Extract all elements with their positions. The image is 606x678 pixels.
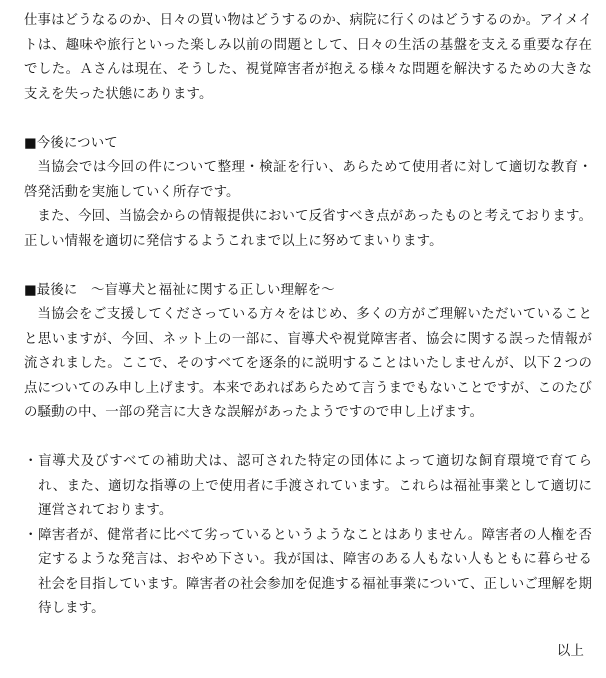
section-gap — [24, 426, 592, 451]
document-body — [24, 9, 592, 664]
bullet-text: 障害者が、健常者に比べて劣っているというようなことはありません。障害者の人権を否定するような発言は、おやめ下さい。我が国は、障害のある人もない人もともに暮らせる社会を目指しています。障害者の社会参加を促進する福祉事業について、正しいご理解を期待します。 — [38, 527, 592, 616]
bullet-item-2 — [24, 524, 592, 622]
final-paragraph: 当協会をご支援してくださっている方々をはじめ、多くの方がご理解いただいていることと思いますが、今回、ネット上の一部に、盲導犬や視覚障害者、協会に関する誤った情報が流されました。ここで、そのすべてを逐条的に説明することはいたしませんが、以下２つの点についてのみ申し上げます。本来であればあらためて言うまでもないことですが、このたびの騒動の中、一部の発言に大きな誤解があったようですので申し上げます。 — [24, 307, 592, 420]
section-gap — [24, 254, 592, 279]
bullet-mark: ・ — [24, 454, 38, 469]
bullet-item-1 — [24, 450, 592, 524]
final-heading: ■最後に ～盲導犬と福祉に関する正しい理解を～ — [24, 282, 335, 298]
future-heading: ■今後について — [24, 135, 118, 151]
intro-paragraph: 仕事はどうなるのか、日々の買い物はどうするのか、病院に行くのはどうするのか。アイメイトは、趣味や旅行といった楽しみ以前の問題として、日々の生活の基盤を支える重要な存在でした。Ａさんは現在、そうした、視覚障害者が抱える様々な問題を解決するための大きな支えを失った状態にあります。 — [24, 13, 592, 102]
section-gap — [24, 107, 592, 132]
closing-mark: 以上 — [556, 643, 584, 659]
bullet-mark: ・ — [24, 527, 38, 543]
future-paragraph-2: また、今回、当協会からの情報提供において反省すべき点があったものと考えております。正しい情報を適切に発信するようこれまで以上に努めてまいります。 — [24, 209, 592, 249]
bullet-text: 盲導犬及びすべての補助犬は、認可された特定の団体によって適切な飼育環境で育てられ、また、適切な指導の上で使用者に手渡されています。これらは福祉事業として適切に運営されております。 — [38, 454, 592, 518]
future-paragraph-1: 当協会では今回の件について整理・検証を行い、あらためて使用者に対して適切な教育・啓発活動を実施していく所存です。 — [24, 160, 592, 200]
